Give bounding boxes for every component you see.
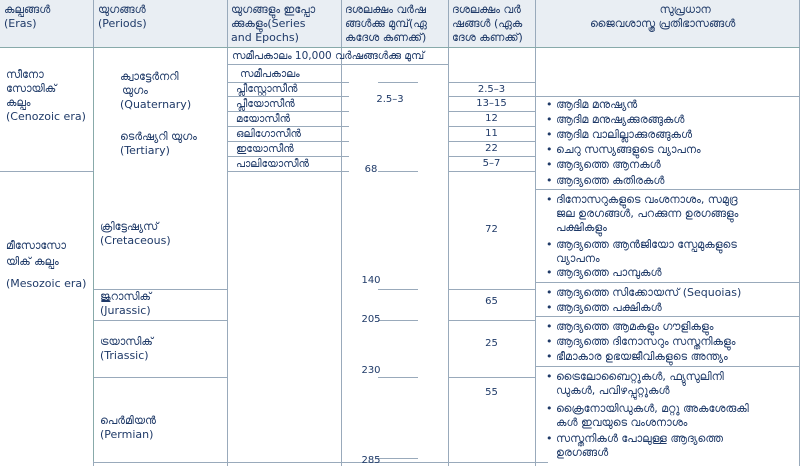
header-rule	[0, 47, 800, 48]
phenomenon-item: • ഭീമാകാര ഉഭയജീവികളുടെ അന്ത്യം	[556, 350, 728, 364]
period-jurassic: ജുറാസിക് (Jurassic)	[100, 290, 151, 317]
header-years-ago: ദശലക്ഷം വർഷ ങ്ങൾക്കു മുമ്പ്(ഏ കദേശ കണക്ക്)	[345, 3, 427, 44]
duration-rule	[448, 126, 535, 127]
years-tick	[378, 82, 418, 83]
years-ago-value: 230	[361, 365, 381, 376]
phenomenon-item: • ചെറു സസ്യങ്ങളുടെ വ്യാപനം	[556, 143, 701, 157]
row-rule	[227, 64, 448, 65]
phenomenon-item: • ആദ്യത്തെ ദിനോസറും സസ്തനികളും	[556, 335, 735, 349]
phenomenon-item: • ആദ്യത്തെ ആൻജിയോ സ്പേമുകളുടെ വ്യാപനം	[556, 238, 737, 266]
years-ago-value: 2.5–3	[376, 94, 404, 105]
period-rule	[93, 462, 548, 463]
duration-rule	[448, 82, 535, 83]
phenomena-rule	[535, 189, 799, 190]
years-ago-value: 140	[361, 275, 381, 286]
era-mesozoic: മീസോസോ യിക് കല്പം (Mesozoic era)	[6, 239, 87, 290]
period-rule	[93, 320, 227, 321]
duration-value: 11	[485, 128, 498, 139]
duration-value: 25	[485, 338, 498, 349]
period-rule	[93, 377, 227, 378]
top-note: സമീപകാലം 10,000 വർഷങ്ങൾക്കു മുമ്പ്	[232, 50, 425, 62]
phenomenon-item: • ക്രൈനോയിഡുകൾ, മറ്റു അകശേരുകി കൾ ഇവയുടെ വംശനാശം	[556, 402, 749, 430]
col-divider	[227, 0, 228, 466]
phenomenon-item: • ആദിമ വാലില്ലാക്കുരങ്ങുകൾ	[556, 128, 692, 142]
phenomenon-item: • ആദ്യത്തെ സിക്കോയസ് (Sequoias)	[556, 286, 741, 300]
bracket	[93, 171, 94, 461]
header-periods: യുഗങ്ങൾ (Periods)	[98, 3, 147, 30]
header-eras: കല്പങ്ങൾ (Eras)	[4, 3, 51, 30]
epoch: സമീപകാലം	[240, 68, 300, 80]
years-tick	[378, 289, 418, 290]
phenomenon-item: • ആദ്യത്തെ പാമ്പുകൾ	[556, 266, 662, 280]
duration-value: 13–15	[476, 98, 507, 109]
duration-rule	[448, 289, 535, 290]
duration-rule	[448, 141, 535, 142]
epoch-rule	[227, 171, 349, 172]
epoch: മയോസീൻ	[236, 113, 291, 125]
duration-rule	[448, 320, 535, 321]
years-tick	[378, 377, 418, 378]
epoch: ഇയോസീൻ	[236, 143, 294, 155]
years-ago-value: 285	[361, 455, 381, 466]
duration-value: 72	[485, 224, 498, 235]
epoch: ഒലിഗോസീൻ	[236, 128, 301, 140]
duration-value: 22	[485, 143, 498, 154]
header-epochs: യുഗങ്ങളും ഇപ്പോ ക്കുകളും(Series and Epochs)	[231, 3, 316, 44]
period-triassic: ട്രയാസിക് (Triassic)	[100, 335, 153, 362]
years-ago-value: 68	[364, 164, 378, 175]
epoch: പാലിയോസീൻ	[236, 158, 309, 170]
epoch: പ്ലീയോസീൻ	[236, 98, 295, 110]
epoch: പ്ലീസ്റ്റോസീൻ	[236, 83, 298, 95]
duration-value: 55	[485, 387, 498, 398]
phenomenon-item: • സസ്തനികൾ പോലുള്ള ആദ്യത്തെ ഉരഗങ്ങൾ	[556, 432, 723, 460]
duration-rule	[448, 111, 535, 112]
phenomena-rule	[535, 366, 799, 367]
duration-rule	[448, 156, 535, 157]
period-tertiary: ടെർഷ്യറി യുഗം (Tertiary)	[120, 130, 197, 157]
era-rule	[0, 171, 93, 172]
phenomenon-item: • ആദിമ മനുഷ്യൻ	[556, 98, 637, 112]
era-cenozoic: സീനോ സോയിക് കല്പം (Cenozoic era)	[6, 68, 86, 123]
col-divider	[535, 0, 536, 466]
duration-value: 5–7	[482, 158, 501, 169]
duration-value: 2.5–3	[477, 84, 506, 95]
phenomenon-item: • ആദ്യത്തെ പക്ഷികൾ	[556, 301, 662, 315]
duration-rule	[448, 377, 535, 378]
period-permian: പെർമിയൻ (Permian)	[100, 414, 156, 441]
phenomenon-item: • ആദ്യത്തെ ആനകൾ	[556, 158, 661, 172]
duration-value: 12	[485, 113, 498, 124]
duration-rule	[448, 171, 535, 172]
years-ago-value: 205	[361, 314, 381, 325]
duration-value: 65	[485, 296, 498, 307]
phenomenon-item: • ആദിമ മനുഷ്യക്കുരങ്ങുകൾ	[556, 113, 684, 127]
header-duration: ദശലക്ഷം വർ ഷങ്ങൾ (ഏക ദേശ കണക്ക്)	[452, 3, 523, 44]
period-cretaceous: ക്രിട്ടേഷ്യസ് (Cretaceous)	[100, 220, 171, 247]
duration-rule	[448, 96, 535, 97]
phenomenon-item: • ട്രൈലോബൈറ്റുകൾ, ഫ്യുസുലിനി ഡുകൾ, പവിഴപ്പുറ്റുകൾ	[556, 370, 724, 398]
bracket	[93, 60, 94, 170]
phenomenon-item: • ആദ്യത്തെ ആമകളും ഗൗളികളും	[556, 320, 714, 334]
header-phenomena: സുപ്രധാന ജൈവശാസ്ത്ര പ്രതിഭാസങ്ങൾ	[590, 3, 736, 30]
phenomenon-item: • ആദ്യത്തെ കുതിരകൾ	[556, 174, 664, 188]
phenomenon-item: • ദിനോസറുകളുടെ വംശനാശം, സമുദ്ര ജല ഉരഗങ്ങൾ, പറക്കുന്ന ഉരഗങ്ങളും പക്ഷികളും	[556, 193, 738, 235]
phenomena-rule	[535, 282, 799, 283]
phenomena-rule	[535, 96, 799, 97]
phenomena-rule	[535, 316, 799, 317]
col-divider	[341, 0, 342, 466]
period-quaternary: ക്വാട്ടേർനറി യുഗം (Quaternary)	[120, 70, 192, 111]
